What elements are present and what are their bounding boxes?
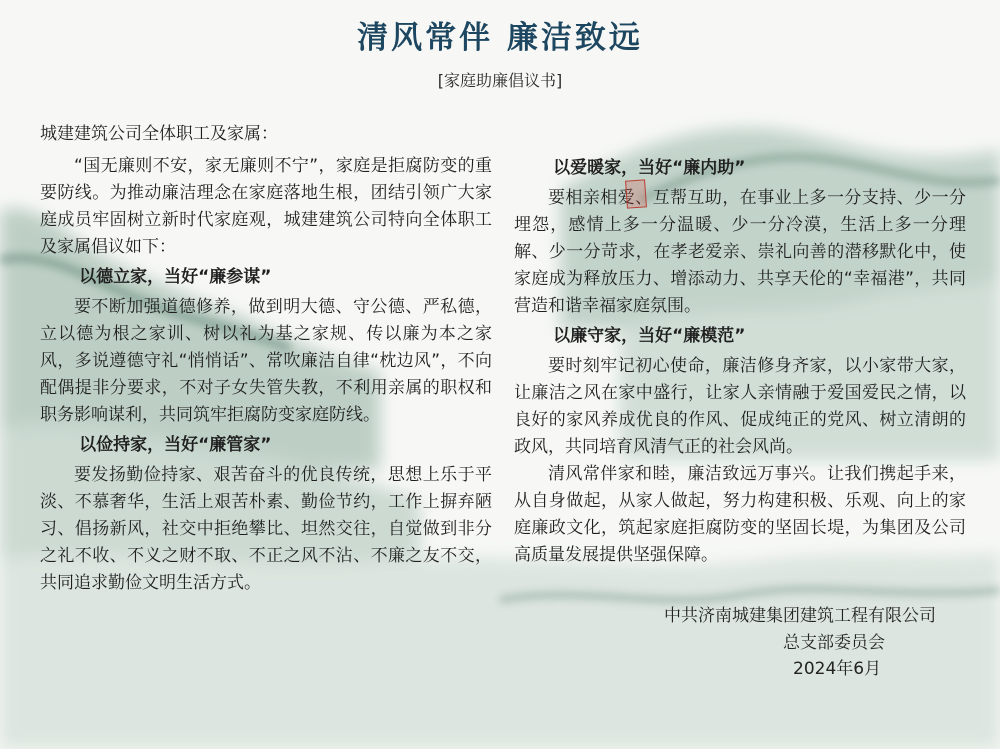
closing-paragraph: 清风常伴家和睦，廉洁致远万事兴。让我们携起手来，从自身做起，从家人做起，努力构建积极、乐观、向上的家庭廉政文化，筑起家庭拒腐防变的坚固长堤，为集团及公司高质量发展提供坚强保障。 bbox=[514, 464, 966, 565]
section-body-lian: 要时刻牢记初心使命，廉洁修身齐家，以小家带大家，让廉洁之风在家中盛行，让家人亲情融于爱国爱民之情，以良好的家风养成优良的作风、促成纯正的党风、树立清朗的政风，共同培育风清气正的社会风尚。 bbox=[514, 356, 966, 457]
section-heading-jian: 以俭持家，当好“廉管家” bbox=[79, 435, 272, 455]
page-title: 清风常伴 廉洁致远 bbox=[357, 20, 643, 56]
signature-department: 总支部委员会 bbox=[783, 633, 885, 653]
section-heading-ai: 以爱暖家，当好“廉内助” bbox=[553, 158, 746, 178]
section-body-ai: 要相亲相爱、互帮互助，在事业上多一分支持、少一分埋怨，感情上多一分温暖、少一分冷漠，生活上多一分理解、少一分苛求，在孝老爱亲、崇礼向善的潜移默化中，使家庭成为释放压力、增添动力、共享天伦的“幸福港”，共同营造和谐幸福家庭氛围。 bbox=[514, 188, 966, 316]
salutation: 城建建筑公司全体职工及家属： bbox=[40, 124, 278, 144]
section-heading-lian: 以廉守家，当好“廉模范” bbox=[553, 326, 746, 346]
section-body-de: 要不断加强道德修养，做到明大德、守公德、严私德，立以德为根之家训、树以礼为基之家规、传以廉为本之家风，多说遵德守礼“悄悄话”、常吹廉洁自律“枕边风”，不向配偶提非分要求，不对子女失管失教，不利用亲属的职权和职务影响谋利，共同筑牢拒腐防变家庭防线。 bbox=[40, 297, 492, 425]
red-seal-stamp-icon bbox=[625, 179, 647, 208]
section-body-jian: 要发扬勤俭持家、艰苦奋斗的优良传统，思想上乐于平淡、不慕奢华，生活上艰苦朴素、勤俭节约，工作上摒弃陋习、倡扬新风，社交中拒绝攀比、坦然交往，自觉做到非分之礼不收、不义之财不取、不正之风不沾、不廉之友不交，共同追求勤俭文明生活方式。 bbox=[40, 465, 492, 593]
left-column bbox=[40, 121, 492, 597]
section-heading-de: 以德立家，当好“廉参谋” bbox=[79, 267, 272, 287]
intro-paragraph: “国无廉则不安，家无廉则不宁”，家庭是拒腐防变的重要防线。为推动廉洁理念在家庭落地生根，团结引领广大家庭成员牢固树立新时代家庭观，城建建筑公司特向全体职工及家属倡议如下： bbox=[40, 156, 492, 257]
right-column bbox=[514, 152, 966, 569]
page-subtitle: [家庭助廉倡议书] bbox=[437, 71, 563, 90]
signature-organization: 中共济南城建集团建筑工程有限公司 bbox=[664, 606, 936, 626]
signature-date: 2024年6月 bbox=[793, 659, 882, 679]
